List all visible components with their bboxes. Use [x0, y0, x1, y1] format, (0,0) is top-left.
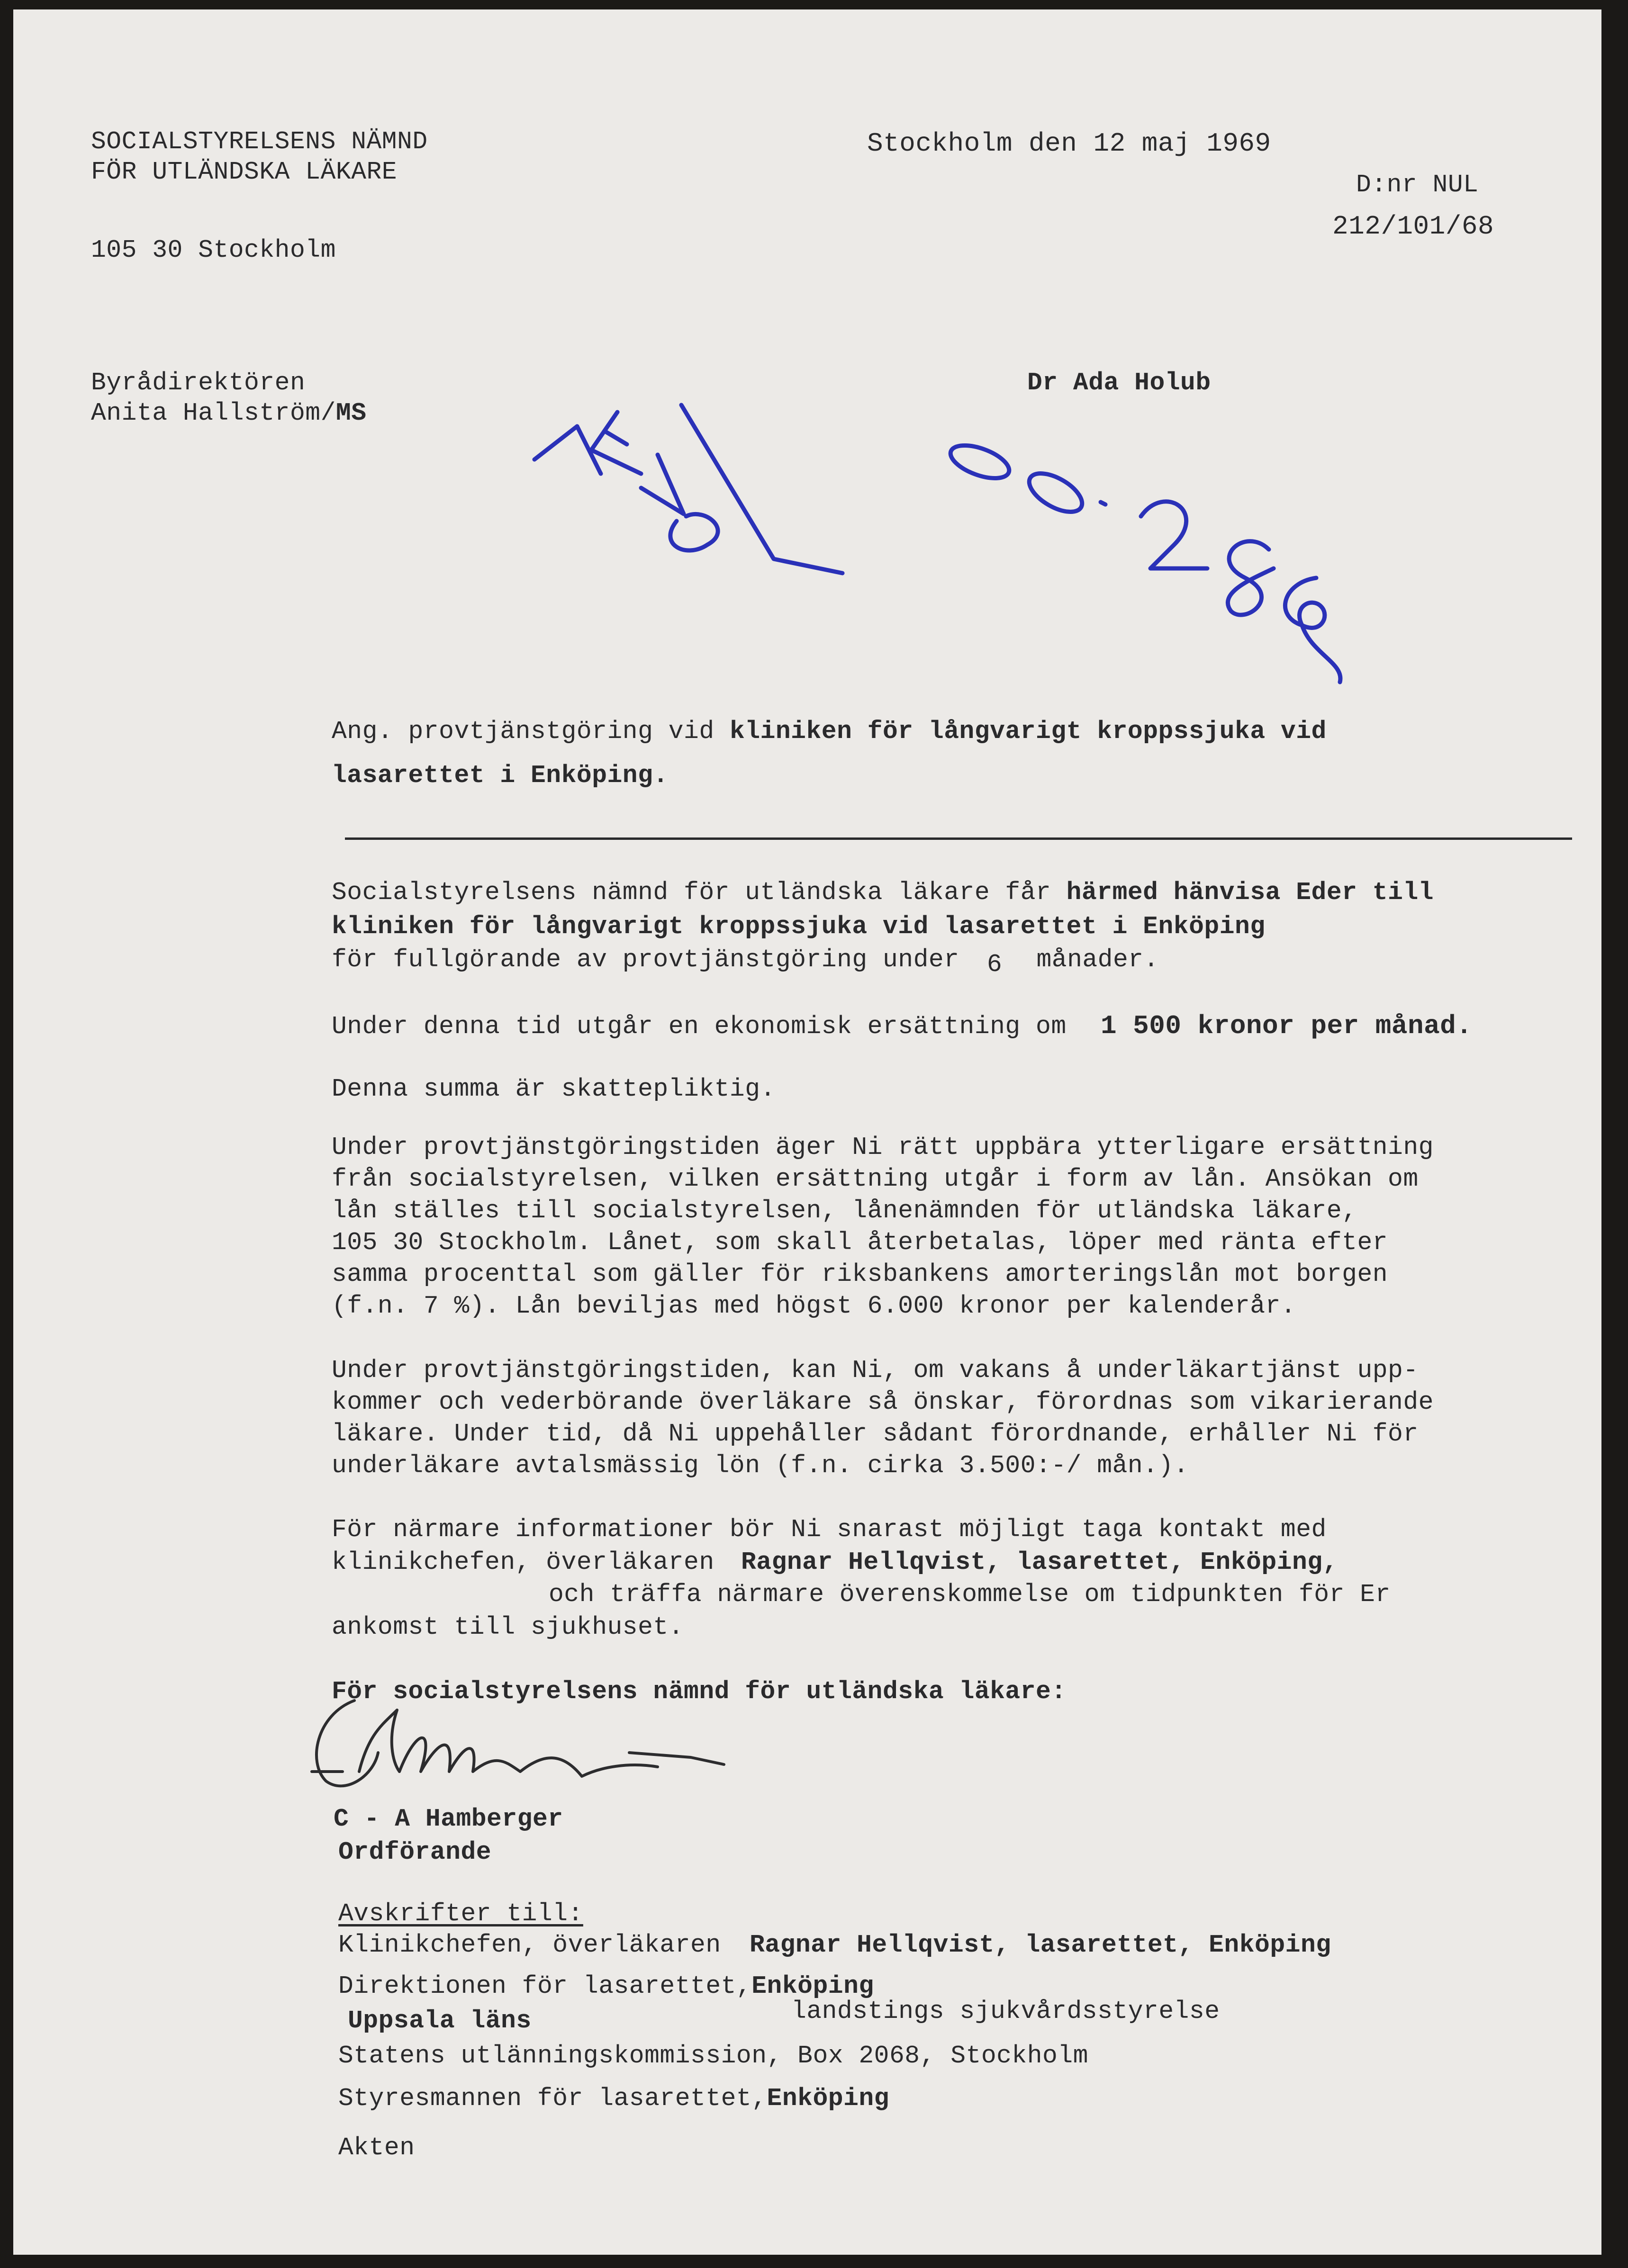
copy-2 [338, 1974, 874, 1999]
p5-line-2: kommer och vederbörande överläkare så önskar, förordnas som vikarierande [332, 1388, 1434, 1416]
p6-contact: Ragnar Hellqvist, lasarettet, Enköping, [741, 1548, 1338, 1576]
subject-prefix: Ang. provtjänstgöring vid [332, 717, 715, 746]
subject-bold-2: lasarettet i Enköping. [332, 761, 669, 790]
p1-line-1-a: Socialstyrelsens nämnd för utländska läkare får [332, 878, 1051, 907]
reference-label: D:nr NUL [1356, 171, 1479, 199]
p2-amount: 1 500 kronor per månad. [1100, 1011, 1473, 1041]
digit-dot [1101, 502, 1105, 504]
p5-line-3: läkare. Under tid, då Ni uppehåller sådant förordnande, erhåller Ni för [332, 1420, 1419, 1448]
officer-name: Anita Hallström/ [91, 399, 336, 427]
p5-line-1: Under provtjänstgöringstiden, kan Ni, om vakans å underläkartjänst upp- [332, 1356, 1419, 1385]
stroke-i-top [534, 426, 577, 459]
sig-a [359, 1710, 399, 1772]
officer-title: Byrådirektören [91, 369, 306, 397]
digit-0-b [1023, 466, 1088, 520]
p4-line-5: samma procenttal som gäller för riksbankens amorteringslån mot borgen [332, 1260, 1388, 1288]
sig-body [399, 1738, 658, 1776]
sender-line-1: SOCIALSTYRELSENS NÄMND [91, 127, 428, 156]
p6-line-3: och träffa närmare överenskommelse om tidpunkten för Er [549, 1580, 1391, 1609]
copy-1 [338, 1933, 1331, 1958]
digit-0-a [946, 439, 1013, 485]
p1-line-3 [332, 945, 1159, 979]
copy-6: Akten [338, 2133, 415, 2162]
copy-2-a: Direktionen för lasarettet, [338, 1972, 752, 2000]
sender-line-2: FÖR UTLÄNDSKA LÄKARE [91, 158, 398, 186]
p3-line: Denna summa är skattepliktig. [332, 1075, 776, 1103]
sender-address: 105 30 Stockholm [91, 236, 336, 264]
copy-1-a: Klinikchefen, överläkaren [338, 1931, 721, 1959]
handwritten-ievo-text [705, 483, 708, 484]
p4-line-2: från socialstyrelsen, vilken ersättning utgår i form av lån. Ansökan om [332, 1165, 1419, 1193]
stroke-o [670, 514, 718, 550]
p4-line-6: (f.n. 7 %). Lån beviljas med högst 6.000 kronor per kalenderår. [332, 1292, 1296, 1320]
p6-line-1: För närmare informationer bör Ni snarast möjligt taga kontakt med [332, 1515, 1327, 1544]
p6-line-2 [332, 1550, 1338, 1575]
p6-line-2-a: klinikchefen, överläkaren [332, 1548, 715, 1576]
copy-3-b: landstings sjukvårdsstyrelse [791, 1997, 1220, 2025]
copy-5-a: Styresmannen för lasarettet, [338, 2084, 767, 2113]
p6-line-4: ankomst till sjukhuset. [332, 1613, 684, 1641]
signatory-title: Ordförande [338, 1838, 492, 1866]
p4-line-3: lån ställes till socialstyrelsen, lånenämnden för utländska läkare, [332, 1197, 1357, 1225]
p1-clinic: kliniken för långvarigt kroppssjuka vid lasarettet i Enköping [332, 912, 1266, 941]
copy-3-a: Uppsala läns [348, 2007, 532, 2035]
digit-8 [1228, 541, 1274, 615]
copy-1-b: Ragnar Hellqvist, lasarettet, Enköping [749, 1931, 1331, 1959]
subject-bold-1: kliniken för långvarigt kroppssjuka vid [729, 717, 1327, 746]
signatory-name: C - A Hamberger [334, 1805, 563, 1833]
copy-2-b: Enköping [751, 1972, 874, 2000]
letter-date: Stockholm den 12 maj 1969 [867, 128, 1271, 159]
signature-mark [298, 1682, 762, 1824]
p2-text: Under denna tid utgår en ekonomisk ersättning om [332, 1012, 1067, 1041]
recipient-name: Dr Ada Holub [1027, 369, 1211, 397]
subject-divider [345, 837, 1572, 840]
sig-tail [629, 1753, 724, 1764]
p2-line [332, 1013, 1472, 1039]
digit-2 [1141, 502, 1207, 568]
handwritten-ievo-mark [516, 403, 876, 625]
p5-line-4: underläkare avtalsmässig lön (f.n. cirka 3.500:-/ mån.). [332, 1451, 1189, 1480]
officer-initials: MS [335, 399, 367, 427]
stroke-v [641, 455, 684, 514]
closing-line: För socialstyrelsens nämnd för utländska läkare: [332, 1677, 1067, 1706]
p1-line-3-a: för fullgörande av provtjänstgöring under [332, 945, 959, 974]
digit-6 [1285, 578, 1340, 682]
copy-4: Statens utlänningskommission, Box 2068, Stockholm [338, 2042, 1088, 2070]
p1-months: 6 [986, 950, 1003, 979]
p1-line-3-b: månader. [1036, 945, 1159, 974]
officer-line [91, 401, 367, 426]
handwritten-number-mark [942, 426, 1397, 692]
p1-line-1-b: härmed hänvisa Eder till [1066, 878, 1434, 907]
p4-line-4: 105 30 Stockholm. Lånet, som skall återbetalas, löper med ränta efter [332, 1228, 1388, 1257]
stroke-e [591, 412, 641, 474]
copy-5-b: Enköping [767, 2084, 889, 2113]
copies-heading: Avskrifter till: [338, 1899, 583, 1928]
p1-line-1 [332, 880, 1434, 905]
subject-line-1 [332, 719, 1327, 744]
copy-5 [338, 2086, 889, 2111]
p4-line-1: Under provtjänstgöringstiden äger Ni rätt uppbära ytterligare ersättning [332, 1133, 1434, 1161]
reference-number: 212/101/68 [1332, 211, 1494, 242]
stroke-i-bar [577, 426, 601, 474]
letter-page [13, 9, 1601, 2255]
